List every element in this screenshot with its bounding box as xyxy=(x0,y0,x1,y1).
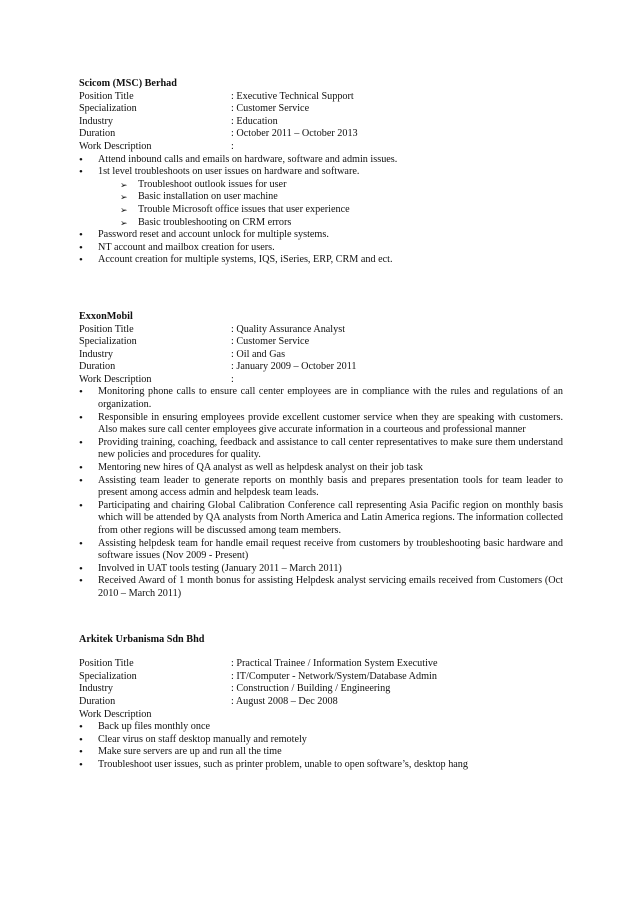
job-arkitek xyxy=(79,634,563,772)
duration-label: Duration xyxy=(79,128,116,140)
duration-value: : October 2011 – October 2013 xyxy=(231,128,358,140)
industry-row xyxy=(79,683,563,696)
specialization-label: Specialization xyxy=(79,336,137,348)
specialization-value: : Customer Service xyxy=(231,103,310,115)
sub-duty-list xyxy=(98,179,563,229)
work-description-label: Work Description xyxy=(79,373,152,385)
specialization-value: : IT/Computer - Network/System/Database Admin xyxy=(231,670,437,682)
duty-list xyxy=(79,154,563,267)
header-spacer xyxy=(79,646,563,658)
duty-item: • Mentoring new hires of QA analyst as well as helpdesk analyst on their job task xyxy=(79,462,563,475)
position-value: : Quality Assurance Analyst xyxy=(231,323,346,335)
duty-item: • Clear virus on staff desktop manually and remotely xyxy=(79,734,563,747)
duration-label: Duration xyxy=(79,695,116,707)
duty-item: • Responsible in ensuring employees provide excellent customer service when they are speaking with customers. Also makes sure call center employees give accurate information in a courteous and professional manner xyxy=(79,412,563,437)
sub-duty-item: ➢ Troubleshoot outlook issues for user xyxy=(98,179,563,192)
duration-value: : August 2008 – Dec 2008 xyxy=(231,695,338,707)
duty-item: • Attend inbound calls and emails on hardware, software and admin issues. xyxy=(79,154,563,167)
specialization-row xyxy=(79,336,563,349)
industry-value: : Education xyxy=(231,115,278,127)
duty-item: • Back up files monthly once xyxy=(79,721,563,734)
specialization-row xyxy=(79,671,563,684)
specialization-row xyxy=(79,103,563,116)
sub-duty-item: ➢ Basic installation on user machine xyxy=(98,191,563,204)
position-label: Position Title xyxy=(79,90,134,102)
industry-label: Industry xyxy=(79,115,113,127)
work-description-row xyxy=(79,374,563,387)
duration-label: Duration xyxy=(79,361,116,373)
duty-item: • Troubleshoot user issues, such as printer problem, unable to open software’s, desktop hang xyxy=(79,759,563,772)
position-label: Position Title xyxy=(79,323,134,335)
duty-item: • Assisting helpdesk team for handle email request receive from customers by troubleshooting basic hardware and software issues (Nov 2009 - Present) xyxy=(79,538,563,563)
section-spacer xyxy=(79,601,563,634)
specialization-label: Specialization xyxy=(79,670,137,682)
duty-item: • Make sure servers are up and run all the time xyxy=(79,746,563,759)
duty-item: • Monitoring phone calls to ensure call center employees are in compliance with the rules and regulations of an organization. xyxy=(79,386,563,411)
position-value: : Executive Technical Support xyxy=(231,90,354,102)
duration-row xyxy=(79,696,563,709)
duty-item: • Received Award of 1 month bonus for assisting Helpdesk analyst servicing emails received from Customers (Oct 2010 – March 2011) xyxy=(79,575,563,600)
industry-value: : Construction / Building / Engineering xyxy=(231,683,391,695)
job-scicom xyxy=(79,78,563,267)
work-description-colon: : xyxy=(231,373,234,385)
work-description-label: Work Description xyxy=(79,140,152,152)
duty-item: • Account creation for multiple systems, IQS, iSeries, ERP, CRM and ect. xyxy=(79,254,563,267)
sub-duty-item: ➢ Trouble Microsoft office issues that user experience xyxy=(98,204,563,217)
duty-item xyxy=(79,166,563,229)
specialization-label: Specialization xyxy=(79,103,137,115)
job-exxonmobil xyxy=(79,311,563,601)
company-name: Arkitek Urbanisma Sdn Bhd xyxy=(79,633,205,645)
industry-row xyxy=(79,116,563,129)
sub-duty-item: ➢ Basic troubleshooting on CRM errors xyxy=(98,217,563,230)
work-description-colon: : xyxy=(231,140,234,152)
duty-item: • Assisting team leader to generate reports on monthly basis and prepares presentation tools for team leader to present among access admin and helpdesk team leads. xyxy=(79,475,563,500)
duty-list xyxy=(79,721,563,771)
position-value: : Practical Trainee / Information System Executive xyxy=(231,658,438,670)
duty-item: • Participating and chairing Global Calibration Conference call representing Asia Pacific region on monthly basis which will be attended by QA analysts from North America and Latin America regions. The information collected from other regions will be discussed among team members. xyxy=(79,500,563,538)
duty-text: 1st level troubleshoots on user issues on hardware and software. xyxy=(98,166,360,178)
position-row xyxy=(79,658,563,671)
position-row xyxy=(79,91,563,104)
position-row xyxy=(79,324,563,337)
duration-row xyxy=(79,361,563,374)
specialization-value: : Customer Service xyxy=(231,336,310,348)
duty-item: • Password reset and account unlock for multiple systems. xyxy=(79,229,563,242)
industry-value: : Oil and Gas xyxy=(231,348,286,360)
company-name: ExxonMobil xyxy=(79,310,133,322)
duty-list xyxy=(79,386,563,600)
duty-item: • Providing training, coaching, feedback and assistance to call center representatives to make sure them understand new policies and procedures for quality. xyxy=(79,437,563,462)
section-spacer xyxy=(79,267,563,311)
work-description-row xyxy=(79,141,563,154)
duration-value: : January 2009 – October 2011 xyxy=(231,361,357,373)
resume-page xyxy=(79,78,563,772)
work-description-label: Work Description xyxy=(79,708,152,720)
duration-row xyxy=(79,128,563,141)
industry-label: Industry xyxy=(79,348,113,360)
company-name: Scicom (MSC) Berhad xyxy=(79,78,177,89)
industry-row xyxy=(79,349,563,362)
duty-item: • Involved in UAT tools testing (January 2011 – March 2011) xyxy=(79,563,563,576)
position-label: Position Title xyxy=(79,658,134,670)
industry-label: Industry xyxy=(79,683,113,695)
duty-item: • NT account and mailbox creation for users. xyxy=(79,242,563,255)
